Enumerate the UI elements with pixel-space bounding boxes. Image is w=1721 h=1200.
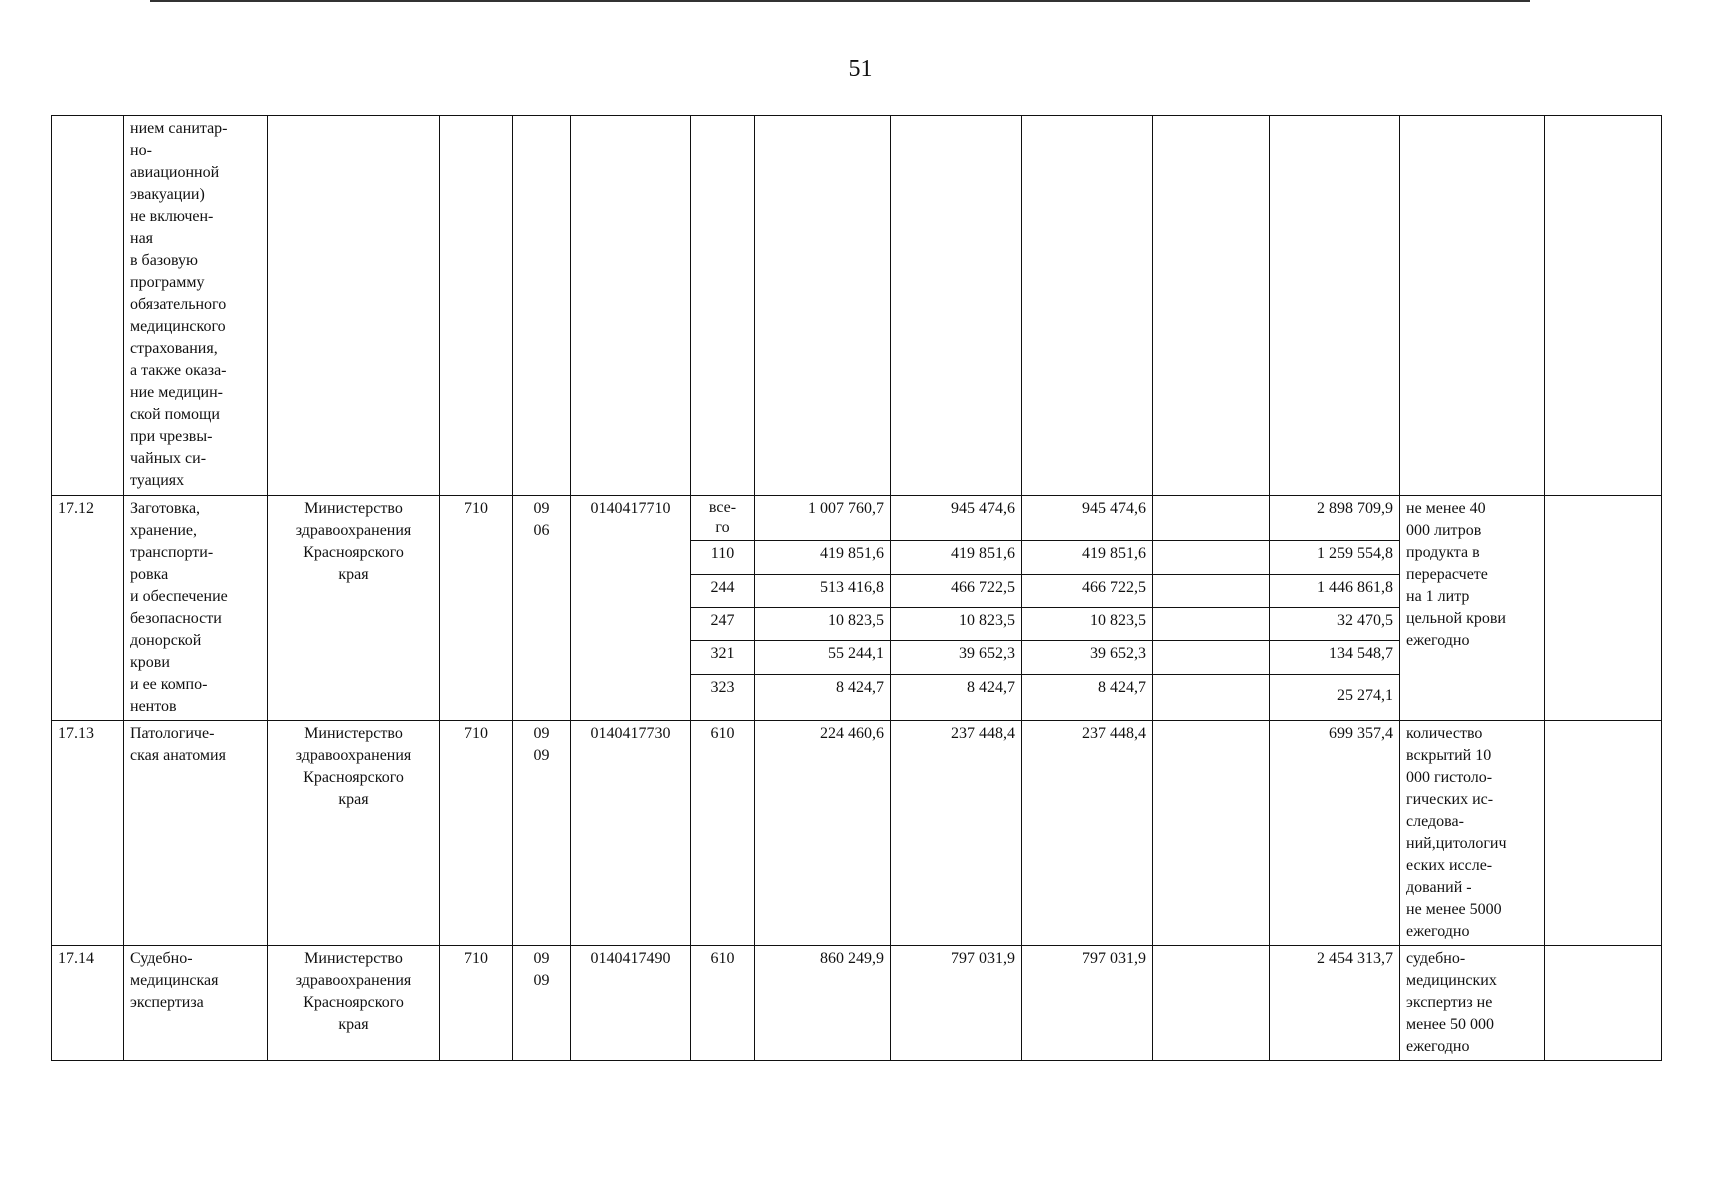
goal-line: дований - — [1406, 879, 1472, 896]
amount-year1: 419 851,6 — [755, 541, 891, 574]
goal-line: цельной крови — [1406, 610, 1506, 627]
item-name — [124, 116, 268, 496]
amount-year2 — [891, 116, 1022, 496]
grbs-code: 710 — [440, 946, 513, 1061]
empty-column — [1153, 946, 1270, 1061]
goal-line: количество — [1406, 725, 1483, 742]
amount-year2: 945 474,6 — [891, 496, 1022, 541]
item-name-line: медицинского — [130, 318, 226, 335]
item-name-line: чайных си- — [130, 450, 207, 467]
rzpr-line: 09 — [533, 747, 550, 764]
kvr-label: все- — [708, 499, 737, 516]
kvr-code: 610 — [691, 721, 755, 946]
empty-column — [1545, 946, 1662, 1061]
amount-year2: 797 031,9 — [891, 946, 1022, 1061]
row-number: 17.13 — [52, 721, 124, 946]
kvr-code: 244 — [691, 574, 755, 607]
amount-year2: 10 823,5 — [891, 607, 1022, 640]
amount-total: 1 446 861,8 — [1270, 574, 1400, 607]
empty-column — [1153, 607, 1270, 640]
empty-column — [1545, 496, 1662, 721]
csr-code: 0140417730 — [571, 721, 691, 946]
goal-line: медицинских — [1406, 972, 1497, 989]
table-row-17-12 — [52, 496, 1662, 541]
kvr-code: 321 — [691, 641, 755, 674]
kvr-code: 610 — [691, 946, 755, 1061]
amount-year2: 39 652,3 — [891, 641, 1022, 674]
amount-year1: 513 416,8 — [755, 574, 891, 607]
amount-year3: 466 722,5 — [1022, 574, 1153, 607]
csr-code — [571, 116, 691, 496]
row-number: 17.12 — [52, 496, 124, 721]
item-name-line: ная — [130, 230, 154, 247]
amount-total: 699 357,4 — [1270, 721, 1400, 946]
amount-year2: 419 851,6 — [891, 541, 1022, 574]
rzpr-line: 09 — [533, 500, 550, 517]
kvr-code: 247 — [691, 607, 755, 640]
amount-total: 32 470,5 — [1270, 607, 1400, 640]
empty-column — [1153, 496, 1270, 541]
table-row-17-14 — [52, 946, 1662, 1061]
item-name-line: эвакуации) — [130, 186, 205, 203]
item-name-line: программу — [130, 274, 205, 291]
amount-total: 1 259 554,8 — [1270, 541, 1400, 574]
ministry-line: края — [338, 566, 369, 583]
amount-total — [1270, 116, 1400, 496]
amount-year1: 224 460,6 — [755, 721, 891, 946]
item-name-line: страхования, — [130, 340, 218, 357]
goal-line: не менее 40 — [1406, 500, 1486, 517]
amount-year1: 860 249,9 — [755, 946, 891, 1061]
item-name-line: туациях — [130, 472, 185, 489]
kvr-code — [691, 496, 755, 541]
amount-total: 2 454 313,7 — [1270, 946, 1400, 1061]
item-name-line: не включен- — [130, 208, 214, 225]
table-row-continuation — [52, 116, 1662, 496]
goal-line: еских иссле- — [1406, 857, 1493, 874]
row-number — [52, 116, 124, 496]
item-name-line: ние медицин- — [130, 384, 223, 401]
goal-line: менее 50 000 — [1406, 1016, 1494, 1033]
row-number: 17.14 — [52, 946, 124, 1061]
amount-year3: 10 823,5 — [1022, 607, 1153, 640]
ministry-line: Министерство — [304, 950, 403, 967]
amount-year1 — [755, 116, 891, 496]
goal-line: ежегодно — [1406, 1038, 1470, 1055]
item-name-line: нием санитар- — [130, 120, 228, 137]
goal-line: следова- — [1406, 813, 1464, 830]
kvr-code: 110 — [691, 541, 755, 574]
empty-column — [1153, 641, 1270, 674]
rzpr-code — [513, 116, 571, 496]
item-name-line: крови — [130, 654, 170, 671]
amount-total: 25 274,1 — [1270, 674, 1400, 720]
rzpr-line: 06 — [533, 522, 550, 539]
item-name-line: обязательного — [130, 296, 227, 313]
item-name-line: транспорти- — [130, 544, 214, 561]
ministry — [268, 116, 440, 496]
rzpr-code — [513, 496, 571, 721]
goal-text — [1400, 116, 1545, 496]
amount-year3: 8 424,7 — [1022, 674, 1153, 720]
goal-line: 000 литров — [1406, 522, 1482, 539]
budget-table — [51, 115, 1662, 1061]
goal-line: 000 гистоло- — [1406, 769, 1493, 786]
item-name-line: хранение, — [130, 522, 197, 539]
grbs-code: 710 — [440, 496, 513, 721]
ministry — [268, 946, 440, 1061]
ministry-line: Красноярского — [303, 994, 404, 1011]
amount-year3: 39 652,3 — [1022, 641, 1153, 674]
amount-year1: 8 424,7 — [755, 674, 891, 720]
ministry — [268, 496, 440, 721]
amount-year2: 466 722,5 — [891, 574, 1022, 607]
ministry-line: здравоохранения — [295, 522, 412, 539]
amount-year3 — [1022, 116, 1153, 496]
amount-year3: 237 448,4 — [1022, 721, 1153, 946]
item-name-line: безопасности — [130, 610, 222, 627]
amount-year3: 945 474,6 — [1022, 496, 1153, 541]
item-name-line: Заготовка, — [130, 500, 201, 517]
ministry-line: края — [338, 791, 369, 808]
goal-line: гических ис- — [1406, 791, 1494, 808]
goal-line: ний,цитологич — [1406, 835, 1507, 852]
amount-year1: 55 244,1 — [755, 641, 891, 674]
goal-line: не менее 5000 — [1406, 901, 1502, 918]
item-name-line: ской помощи — [130, 406, 220, 423]
item-name-line: Патологиче- — [130, 725, 215, 742]
item-name — [124, 496, 268, 721]
amount-total: 134 548,7 — [1270, 641, 1400, 674]
empty-column — [1545, 721, 1662, 946]
item-name-line: и обеспечение — [130, 588, 228, 605]
rzpr-code — [513, 721, 571, 946]
table-row-17-13 — [52, 721, 1662, 946]
csr-code: 0140417490 — [571, 946, 691, 1061]
item-name-line: нентов — [130, 698, 177, 715]
goal-line: ежегодно — [1406, 923, 1470, 940]
rzpr-line: 09 — [533, 972, 550, 989]
item-name-line: авиационной — [130, 164, 220, 181]
rzpr-line: 09 — [533, 950, 550, 967]
item-name-line: Судебно- — [130, 950, 193, 967]
goal-text — [1400, 721, 1545, 946]
ministry-line: Министерство — [304, 500, 403, 517]
csr-code: 0140417710 — [571, 496, 691, 721]
ministry-line: Министерство — [304, 725, 403, 742]
item-name — [124, 946, 268, 1061]
top-rule — [150, 0, 1530, 2]
ministry-line: здравоохранения — [295, 972, 412, 989]
goal-line: ежегодно — [1406, 632, 1470, 649]
ministry-line: Красноярского — [303, 544, 404, 561]
grbs-code: 710 — [440, 721, 513, 946]
amount-year3: 419 851,6 — [1022, 541, 1153, 574]
ministry — [268, 721, 440, 946]
goal-text — [1400, 946, 1545, 1061]
ministry-line: здравоохранения — [295, 747, 412, 764]
kvr-code: 323 — [691, 674, 755, 720]
empty-column — [1545, 116, 1662, 496]
kvr-label: го — [715, 519, 730, 536]
amount-year3: 797 031,9 — [1022, 946, 1153, 1061]
amount-year2: 8 424,7 — [891, 674, 1022, 720]
grbs-code — [440, 116, 513, 496]
page-number: 51 — [848, 56, 873, 82]
empty-column — [1153, 721, 1270, 946]
item-name-line: медицинская — [130, 972, 219, 989]
item-name-line: при чрезвы- — [130, 428, 213, 445]
amount-total: 2 898 709,9 — [1270, 496, 1400, 541]
goal-text — [1400, 496, 1545, 721]
rzpr-code — [513, 946, 571, 1061]
goal-line: вскрытий 10 — [1406, 747, 1492, 764]
amount-year1: 10 823,5 — [755, 607, 891, 640]
ministry-line: края — [338, 1016, 369, 1033]
empty-column — [1153, 574, 1270, 607]
item-name-line: ровка — [130, 566, 169, 583]
rzpr-line: 09 — [533, 725, 550, 742]
goal-line: экспертиз не — [1406, 994, 1493, 1011]
goal-line: судебно- — [1406, 950, 1466, 967]
item-name-line: ская анатомия — [130, 747, 226, 764]
item-name-line: но- — [130, 142, 152, 159]
item-name-line: а также оказа- — [130, 362, 227, 379]
kvr-code — [691, 116, 755, 496]
item-name-line: в базовую — [130, 252, 198, 269]
empty-column — [1153, 674, 1270, 720]
item-name — [124, 721, 268, 946]
empty-column — [1153, 541, 1270, 574]
item-name-line: экспертиза — [130, 994, 204, 1011]
goal-line: перерасчете — [1406, 566, 1488, 583]
goal-line: на 1 литр — [1406, 588, 1470, 605]
item-name-line: донорской — [130, 632, 202, 649]
ministry-line: Красноярского — [303, 769, 404, 786]
item-name-line: и ее компо- — [130, 676, 208, 693]
amount-year1: 1 007 760,7 — [755, 496, 891, 541]
amount-year2: 237 448,4 — [891, 721, 1022, 946]
empty-column — [1153, 116, 1270, 496]
goal-line: продукта в — [1406, 544, 1480, 561]
